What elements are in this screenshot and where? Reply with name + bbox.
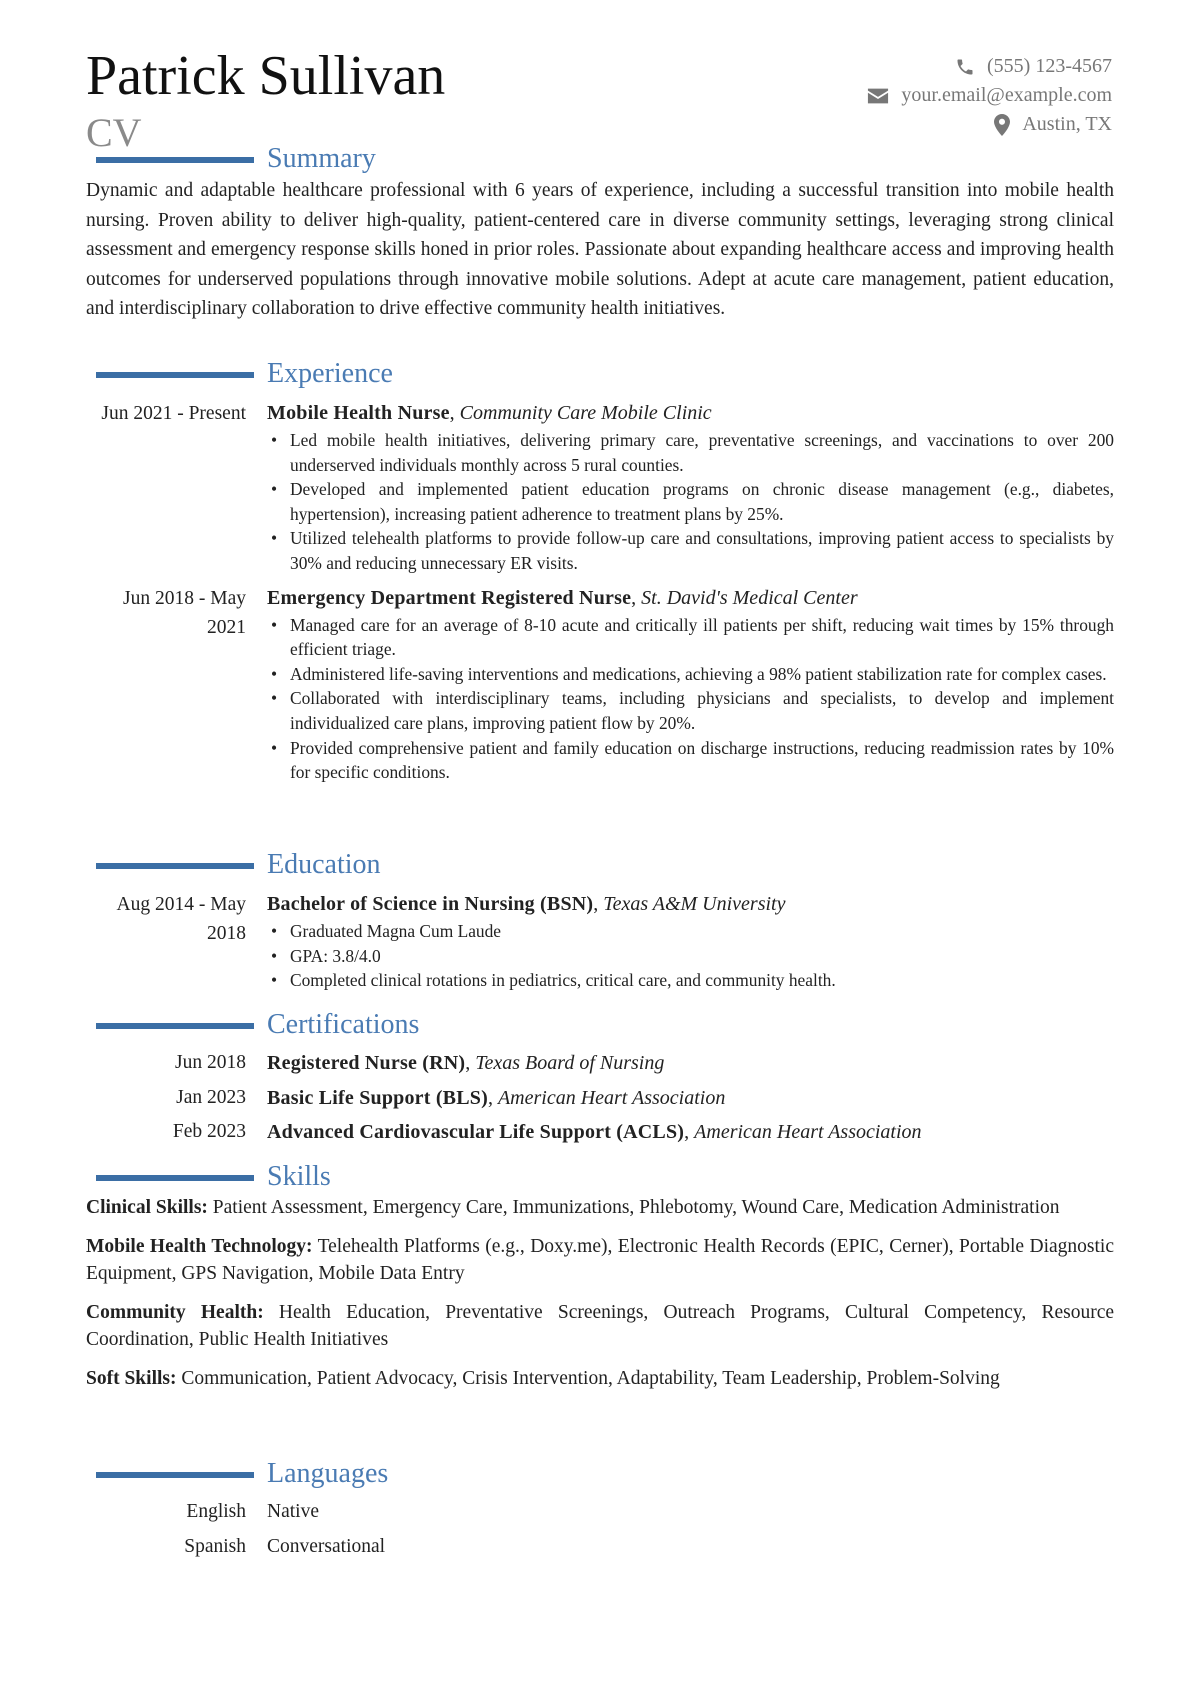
list-item: • Provided comprehensive patient and family education on discharge instructions, reducing readmission rates by 10% for specific conditions. [290, 736, 1114, 785]
section-header [86, 357, 1114, 391]
envelope-icon [867, 87, 889, 105]
entry-body [267, 890, 1114, 993]
entry-organization: American Heart Association [694, 1121, 922, 1143]
languages-section [86, 1457, 1114, 1564]
entry-heading: Mobile Health Nurse, Community Care Mobile Clinic [267, 402, 712, 424]
education-section [86, 848, 1114, 993]
contact-email[interactable] [867, 81, 1112, 110]
languages-list [86, 1495, 1114, 1564]
skill-row [86, 1233, 1114, 1288]
language-entry [86, 1530, 1114, 1565]
location-text: Austin, TX [1022, 113, 1112, 135]
skill-label: Soft Skills: [86, 1367, 177, 1389]
contact-block [867, 52, 1112, 139]
section-title-certifications: Certifications [267, 1009, 420, 1040]
certifications-section [86, 1008, 1114, 1150]
language-name: Spanish [184, 1535, 246, 1557]
entry-date: Jun 2021 - Present [101, 403, 246, 424]
section-title-languages: Languages [267, 1458, 389, 1489]
entry-body [267, 584, 1114, 785]
contact-location [867, 110, 1112, 139]
certifications-list [86, 1046, 1114, 1150]
list-item: • GPA: 3.8/4.0 [290, 944, 1114, 969]
section-rule [96, 1023, 254, 1029]
certification-entry [86, 1046, 1114, 1081]
section-header [86, 1457, 1114, 1491]
skill-row [86, 1299, 1114, 1354]
entry-organization: St. David's Medical Center [641, 586, 858, 609]
entry-date: Aug 2014 - May 2018 [116, 894, 246, 944]
summary-text: Dynamic and adaptable healthcare professional with 6 years of experience, including a successful transition into mobile health nursing. Proven ability to deliver high-quality, patient-centered care in diverse community settings, leveraging strong clinical assessment and emergency response skills honed in prior roles. Passionate about expanding healthcare access and improving health outcomes for underserved populations through innovative mobile solutions. Adept at acute care management, patient education, and interdisciplinary collaboration to drive effective community health initiatives. [86, 180, 1114, 319]
entry-title: Emergency Department Registered Nurse [267, 586, 632, 609]
section-rule [96, 863, 254, 869]
entry-bullets [267, 613, 1114, 785]
skill-values: Communication, Patient Advocacy, Crisis Intervention, Adaptability, Team Leadership, Problem-Solving [181, 1367, 1000, 1389]
document-type: CV [86, 110, 142, 155]
entry-heading: Advanced Cardiovascular Life Support (ACLS), American Heart Association [267, 1121, 922, 1143]
entry-organization: Texas Board of Nursing [475, 1052, 665, 1074]
experience-entry [86, 584, 1114, 785]
email-link[interactable]: your.email@example.com [901, 84, 1112, 106]
section-rule [96, 372, 254, 378]
entry-date: Jan 2023 [176, 1086, 246, 1108]
entry-title: Mobile Health Nurse [267, 402, 450, 424]
education-entry [86, 890, 1114, 993]
entry-title: Basic Life Support (BLS) [267, 1086, 488, 1109]
skill-values: Patient Assessment, Emergency Care, Immunizations, Phlebotomy, Wound Care, Medication Administration [212, 1197, 1060, 1218]
entry-title: Bachelor of Science in Nursing (BSN) [267, 893, 594, 915]
section-rule [96, 1472, 254, 1478]
entry-date: Feb 2023 [172, 1121, 246, 1142]
skills-list [86, 1194, 1114, 1392]
entry-body [267, 399, 1114, 576]
entry-date: Jun 2018 [175, 1052, 246, 1073]
skill-label: Mobile Health Technology: [86, 1235, 313, 1257]
language-name: English [186, 1501, 246, 1522]
list-item: • Managed care for an average of 8-10 acute and critically ill patients per shift, reducing wait times by 15% through efficient triage. [290, 613, 1114, 662]
section-header [86, 1160, 1114, 1194]
entry-date: Jun 2018 - May 2021 [123, 587, 246, 638]
entry-organization: Texas A&M University [603, 893, 786, 915]
list-item: • Developed and implemented patient education programs on chronic disease management (e.g., diabetes, hypertension), increasing patient adherence to treatment plans by 25%. [290, 477, 1114, 526]
section-rule [96, 157, 254, 163]
entry-title: Registered Nurse (RN) [267, 1052, 466, 1074]
skill-values: Telehealth Platforms (e.g., Doxy.me), Electronic Health Records (EPIC, Cerner), Portable Diagnostic Equipment, GPS Navigation, Mobile Data Entry [86, 1235, 1114, 1284]
map-pin-icon [994, 114, 1010, 136]
entry-heading: Registered Nurse (RN), Texas Board of Nursing [267, 1052, 665, 1074]
section-header [86, 142, 1114, 176]
skills-section [86, 1160, 1114, 1403]
entry-organization: American Heart Association [497, 1086, 726, 1109]
section-title-summary: Summary [267, 143, 376, 174]
phone-text: (555) 123-4567 [987, 55, 1112, 77]
language-entry [86, 1495, 1114, 1530]
contact-phone [867, 52, 1112, 81]
entry-bullets [267, 919, 1114, 993]
entry-organization: Community Care Mobile Clinic [459, 402, 712, 424]
entry-bullets [267, 428, 1114, 576]
language-level: Native [267, 1501, 319, 1522]
skill-row [86, 1365, 1114, 1393]
skill-label: Clinical Skills: [86, 1197, 208, 1218]
list-item: • Graduated Magna Cum Laude [290, 919, 1114, 944]
candidate-name: Patrick Sullivan [86, 45, 446, 107]
list-item: • Led mobile health initiatives, delivering primary care, preventative screenings, and vaccinations to over 200 underserved individuals monthly across 5 rural counties. [290, 428, 1114, 477]
summary-section [86, 142, 1114, 324]
entry-title: Advanced Cardiovascular Life Support (ACLS) [267, 1121, 685, 1143]
entry-heading: Emergency Department Registered Nurse, St. David's Medical Center [267, 586, 858, 609]
entry-heading: Bachelor of Science in Nursing (BSN), Texas A&M University [267, 893, 786, 915]
skill-label: Community Health: [86, 1301, 264, 1323]
phone-icon [955, 57, 975, 77]
certification-entry [86, 1081, 1114, 1116]
language-level: Conversational [267, 1535, 386, 1557]
list-item: • Collaborated with interdisciplinary teams, including physicians and specialists, to develop and implement individualized care plans, improving patient flow by 20%. [290, 686, 1114, 735]
section-rule [96, 1175, 254, 1181]
section-title-skills: Skills [267, 1161, 331, 1192]
experience-entry [86, 399, 1114, 576]
list-item: • Utilized telehealth platforms to provide follow-up care and consultations, improving patient access to specialists by 30% and reducing unnecessary ER visits. [290, 526, 1114, 575]
skill-row [86, 1194, 1114, 1222]
section-title-experience: Experience [267, 358, 393, 389]
list-item: • Completed clinical rotations in pediatrics, critical care, and community health. [290, 968, 1114, 993]
section-title-education: Education [267, 849, 381, 880]
skill-values: Health Education, Preventative Screenings, Outreach Programs, Cultural Competency, Resource Coordination, Public Health Initiatives [86, 1301, 1115, 1350]
list-item: • Administered life-saving interventions and medications, achieving a 98% patient stabilization rate for complex cases. [290, 662, 1114, 687]
experience-section [86, 357, 1114, 785]
section-header [86, 1008, 1114, 1042]
certification-entry [86, 1115, 1114, 1150]
section-header [86, 848, 1114, 882]
entry-heading: Basic Life Support (BLS), American Heart Association [267, 1086, 726, 1109]
